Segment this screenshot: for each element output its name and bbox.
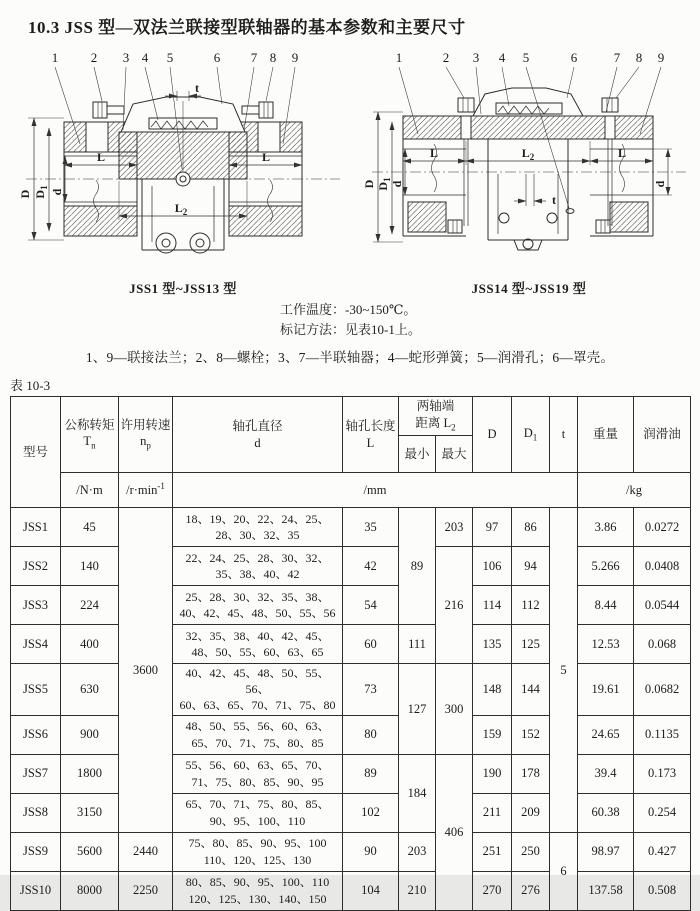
table-row <box>11 754 691 793</box>
table-cell: 106 <box>473 547 512 586</box>
table-cell: 159 <box>473 715 512 754</box>
table-cell: 125 <box>512 625 550 664</box>
callout-number: 5 <box>522 50 530 65</box>
callout-number: 4 <box>141 50 149 65</box>
table-cell: 0.1135 <box>634 715 691 754</box>
col-speed: 许用转速 $n_p$ <box>119 397 173 473</box>
col-gap-max: 最大 <box>436 436 473 473</box>
unit-mm: /mm <box>173 473 578 508</box>
figure-caption-right: JSS14 型~JSS19 型 <box>471 281 587 296</box>
col-shaft-gap: 两轴端 距离 $L_2$ <box>399 397 473 436</box>
table-cell: JSS4 <box>11 625 61 664</box>
table-cell: 2440 <box>119 832 173 871</box>
parameters-table <box>10 396 691 911</box>
dim-label-D1: $D_1$ <box>376 177 392 191</box>
table-cell: 0.254 <box>634 793 691 832</box>
table-cell: 211 <box>473 793 512 832</box>
table-cell: 60 <box>343 625 399 664</box>
table-cell: 6 <box>550 832 578 910</box>
table-cell: 5.266 <box>578 547 634 586</box>
page-title: 10.3 JSS 型—双法兰联接型联轴器的基本参数和主要尺寸 <box>28 18 466 37</box>
callout-number: 1 <box>395 50 403 65</box>
table-cell: 90 <box>343 832 399 871</box>
dim-label-L2: $L_2$ <box>521 146 535 162</box>
coupling-cross-section-right <box>362 44 690 277</box>
table-cell: 127 <box>399 664 436 755</box>
table-cell: 140 <box>61 547 119 586</box>
callout-number: 2 <box>442 50 450 65</box>
table-cell: 0.508 <box>634 871 691 910</box>
callout-number: 1 <box>51 50 59 65</box>
table-cell: 224 <box>61 586 119 625</box>
table-cell: 0.0272 <box>634 508 691 547</box>
callout-number: 8 <box>635 50 643 65</box>
coupling-geometry <box>26 97 340 253</box>
table-cell: JSS5 <box>11 664 61 716</box>
unit-kg: /kg <box>578 473 691 508</box>
table-caption: 表 10-3 <box>10 378 51 393</box>
table-cell: 18、19、20、22、24、25、 28、30、32、35 <box>173 508 343 547</box>
table-cell: 276 <box>512 871 550 910</box>
table-cell: JSS1 <box>11 508 61 547</box>
table-cell: JSS8 <box>11 793 61 832</box>
table-cell: 203 <box>399 832 436 871</box>
table-cell: 114 <box>473 586 512 625</box>
table-row <box>11 664 691 716</box>
table-row <box>11 793 691 832</box>
table-cell: 270 <box>473 871 512 910</box>
table-cell: 251 <box>473 832 512 871</box>
dim-label-L: L <box>429 146 439 160</box>
table-cell: JSS6 <box>11 715 61 754</box>
table-cell: 40、42、45、48、50、55、56、 60、63、65、70、71、75、80 <box>173 664 343 716</box>
table-row <box>11 547 691 586</box>
table-cell: 94 <box>512 547 550 586</box>
table-cell: 35 <box>343 508 399 547</box>
table-cell: 86 <box>512 508 550 547</box>
table-cell: 210 <box>399 871 436 910</box>
table-cell: 2250 <box>119 871 173 910</box>
callout-number: 6 <box>570 50 578 65</box>
table-cell: 300 <box>436 664 473 755</box>
table-cell: 32、35、38、40、42、45、 48、50、55、60、63、65 <box>173 625 343 664</box>
dim-label-D: D <box>362 179 376 189</box>
dim-label-D: D <box>18 189 32 199</box>
table-cell: JSS2 <box>11 547 61 586</box>
table-cell: 178 <box>512 754 550 793</box>
table-cell: 3150 <box>61 793 119 832</box>
dim-label-d: d <box>50 188 64 196</box>
unit-torque: /N·m <box>61 473 119 508</box>
table-cell: 39.4 <box>578 754 634 793</box>
table-cell: 1800 <box>61 754 119 793</box>
table-cell: 0.427 <box>634 832 691 871</box>
table-row <box>11 715 691 754</box>
table-cell: 75、80、85、90、95、100 110、120、125、130 <box>173 832 343 871</box>
col-t: t <box>550 397 578 473</box>
figure-jss14-19 <box>362 44 690 297</box>
figures-row <box>0 38 700 297</box>
callout-number: 8 <box>269 50 277 65</box>
table-cell: 60.38 <box>578 793 634 832</box>
dim-label-L: L <box>96 150 106 164</box>
table-body <box>11 508 691 911</box>
coupling-cross-section-left <box>18 44 344 277</box>
table-cell: 203 <box>436 508 473 547</box>
table-cell: 89 <box>399 508 436 625</box>
dim-label-L2: $L_2$ <box>174 201 188 217</box>
note-working-temperature: 工作温度：-30~150℃。 <box>280 302 417 317</box>
table-cell: 98.97 <box>578 832 634 871</box>
table-cell: 209 <box>512 793 550 832</box>
figure-caption-left: JSS1 型~JSS13 型 <box>129 281 237 296</box>
col-torque: 公称转矩 $T_n$ <box>61 397 119 473</box>
callout-number: 5 <box>166 50 174 65</box>
table-cell: 0.0408 <box>634 547 691 586</box>
table-cell: 80、85、90、95、100、110 120、125、130、140、150 <box>173 871 343 910</box>
table-cell: 24.65 <box>578 715 634 754</box>
table-cell: 630 <box>61 664 119 716</box>
table-cell: 148 <box>473 664 512 716</box>
table-cell: 112 <box>512 586 550 625</box>
dim-label-L: L <box>617 146 627 160</box>
table-cell: 0.0544 <box>634 586 691 625</box>
table-cell: 3.86 <box>578 508 634 547</box>
table-cell: 0.173 <box>634 754 691 793</box>
table-cell: 900 <box>61 715 119 754</box>
callout-number: 9 <box>291 50 299 65</box>
table-cell: 216 <box>436 547 473 664</box>
table-cell: 8000 <box>61 871 119 910</box>
callout-numbers <box>396 50 665 65</box>
callout-number: 7 <box>250 50 258 65</box>
table-cell: 73 <box>343 664 399 716</box>
table-cell: 5600 <box>61 832 119 871</box>
callout-number: 9 <box>657 50 665 65</box>
table-cell: 0.068 <box>634 625 691 664</box>
col-bore-diameter: 轴孔直径 d <box>173 397 343 473</box>
table-cell: 42 <box>343 547 399 586</box>
table-cell: 19.61 <box>578 664 634 716</box>
table-cell: 111 <box>399 625 436 664</box>
table-row <box>11 871 691 910</box>
table-cell: 104 <box>343 871 399 910</box>
callout-number: 2 <box>90 50 98 65</box>
table-cell: 55、56、60、63、65、70、 71、75、80、85、90、95 <box>173 754 343 793</box>
dim-label-D1: $D_1$ <box>33 185 49 199</box>
table-cell: JSS9 <box>11 832 61 871</box>
notes-block <box>280 300 700 339</box>
table-row <box>11 586 691 625</box>
callout-number: 7 <box>613 50 621 65</box>
table-cell: 144 <box>512 664 550 716</box>
col-oil: 润滑油 <box>634 397 691 473</box>
table-cell: 54 <box>343 586 399 625</box>
col-D: D <box>473 397 512 473</box>
table-cell: 135 <box>473 625 512 664</box>
table-cell: 48、50、55、56、60、63、 65、70、71、75、80、85 <box>173 715 343 754</box>
table-cell: 137.58 <box>578 871 634 910</box>
table-cell: 5 <box>550 508 578 833</box>
table-cell: 184 <box>399 754 436 832</box>
col-bore-length: 轴孔长度 L <box>343 397 399 473</box>
table-cell: 12.53 <box>578 625 634 664</box>
table-row <box>11 832 691 871</box>
table-cell: 406 <box>436 754 473 910</box>
callout-number: 6 <box>213 50 221 65</box>
table-cell: 152 <box>512 715 550 754</box>
callout-number: 3 <box>472 50 480 65</box>
table-row <box>11 508 691 547</box>
coupling-geometry <box>372 88 686 250</box>
dim-label-d: d <box>653 180 667 188</box>
table-cell: 250 <box>512 832 550 871</box>
table-cell: 400 <box>61 625 119 664</box>
table-cell: 8.44 <box>578 586 634 625</box>
table-cell: 22、24、25、28、30、32、 35、38、40、42 <box>173 547 343 586</box>
col-gap-min: 最小 <box>399 436 436 473</box>
dim-label-t: t <box>552 193 556 207</box>
table-cell: 0.0682 <box>634 664 691 716</box>
dim-label-t: t <box>195 81 199 95</box>
table-cell: 25、28、30、32、35、38、 40、42、45、48、50、55、56 <box>173 586 343 625</box>
col-D1: $D_1$ <box>512 397 550 473</box>
table-cell: JSS7 <box>11 754 61 793</box>
table-cell: JSS3 <box>11 586 61 625</box>
dim-label-L: L <box>261 150 271 164</box>
table-header <box>11 397 691 508</box>
unit-speed: $/r\cdot\min^{-1}$ <box>119 473 173 508</box>
table-cell: 190 <box>473 754 512 793</box>
callout-numbers <box>52 50 299 65</box>
dim-label-d: d <box>390 180 404 188</box>
table-cell: 102 <box>343 793 399 832</box>
table-cell: 65、70、71、75、80、85、 90、95、100、110 <box>173 793 343 832</box>
col-weight: 重量 <box>578 397 634 473</box>
table-cell: 45 <box>61 508 119 547</box>
figure-jss1-13 <box>18 44 344 297</box>
table-cell: JSS10 <box>11 871 61 910</box>
parts-legend: 1、9—联接法兰；2、8—螺栓；3、7—半联轴器；4—蛇形弹簧；5—润滑孔；6—罩壳。 <box>85 350 615 365</box>
callout-number: 4 <box>498 50 506 65</box>
col-model: 型号 <box>11 397 61 508</box>
table-cell: 3600 <box>119 508 173 833</box>
note-marking-method: 标记方法：见表10-1上。 <box>280 321 421 337</box>
table-row <box>11 625 691 664</box>
table-cell: 97 <box>473 508 512 547</box>
callout-number: 3 <box>122 50 130 65</box>
table-cell: 80 <box>343 715 399 754</box>
table-cell: 89 <box>343 754 399 793</box>
dimension-labels <box>362 146 667 207</box>
